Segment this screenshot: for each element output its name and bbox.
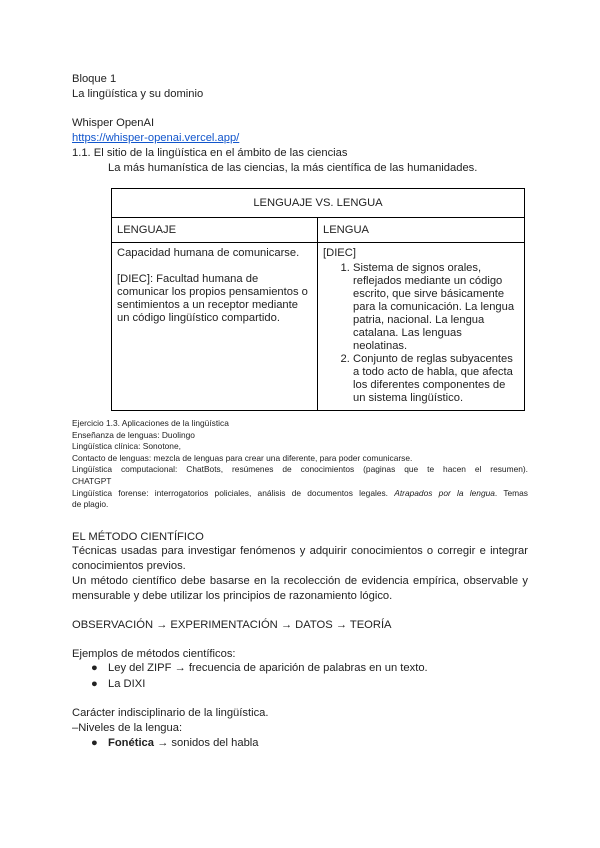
interdisciplinary-title: Carácter indisciplinario de la lingüística. — [72, 707, 269, 719]
forense-after: . Temas — [494, 487, 528, 498]
exercise-line-4b: CHATGPT — [72, 475, 112, 486]
method-para-2b: mensurable y debe utilizar los principios de razonamiento lógico. — [72, 590, 393, 602]
tool-name: Whisper OpenAI — [72, 117, 155, 129]
fonetica-desc: → sonidos del habla — [154, 737, 259, 749]
exercise-line-2: Lingüística clínica: Sonotone, — [72, 441, 181, 452]
lengua-cell — [318, 243, 524, 410]
exercise-line-4: Lingüística computacional: ChatBots, resúmenes de conocimientos (paginas que te hacen el resumen). — [72, 464, 528, 475]
forense-text: Lingüística forense: interrogatorios policiales, análisis de documentos legales. — [72, 487, 395, 498]
bullet-icon: ● — [91, 662, 98, 674]
table-body-row — [112, 243, 524, 410]
examples-title: Ejemplos de métodos científicos: — [72, 648, 236, 660]
lenguaje-vs-lengua-table — [111, 188, 525, 411]
section-title: 1.1. El sitio de la lingüística en el ámbito de las ciencias — [72, 147, 348, 159]
method-steps: OBSERVACIÓN → EXPERIMENTACIÓN → DATOS → TEORÍA — [72, 619, 392, 631]
lengua-diec-label: [DIEC] — [323, 247, 356, 259]
bullet-icon: ● — [91, 737, 98, 749]
example-item-2: La DIXI — [108, 678, 146, 690]
header-lengua: LENGUA — [323, 224, 370, 236]
bullet-icon: ● — [91, 678, 98, 690]
level-item-fonetica — [108, 736, 259, 750]
table-title: LENGUAJE VS. LENGUA — [112, 189, 524, 218]
forense-italic: Atrapados por la lengua — [394, 487, 495, 498]
exercise-line-5 — [72, 488, 528, 500]
method-para-1a: Técnicas usadas para investigar fenómenos y adquirir conocimientos o corregir e integrar — [72, 545, 528, 557]
lengua-definition-2: 2. Conjunto de reglas subyacentes a todo acto de habla, que afecta los diferentes componentes de un sistema lingüístico. — [353, 353, 519, 405]
example-item-1: Ley del ZIPF → frecuencia de aparición de palabras en un texto. — [108, 662, 428, 674]
lenguaje-cell — [112, 243, 318, 410]
lenguaje-definition: Capacidad humana de comunicarse. — [117, 247, 300, 259]
exercise-title: Ejercicio 1.3. Aplicaciones de la lingüística — [72, 418, 229, 428]
section-subtitle: La más humanística de las ciencias, la más científica de las humanidades. — [108, 162, 478, 174]
exercise-line-5b: de plagio. — [72, 499, 109, 510]
levels-label: –Niveles de la lengua: — [72, 722, 183, 734]
block-label: Bloque 1 — [72, 73, 117, 85]
exercise-section — [72, 418, 528, 511]
method-paragraph — [72, 544, 528, 604]
lenguaje-diec-definition: [DIEC]: Facultad humana de comunicar los propios pensamientos o sentimientos a un receptor mediante un código lingüístico compartido. — [117, 273, 308, 324]
lengua-definitions-list — [323, 262, 519, 405]
exercise-line-1: Enseñanza de lenguas: Duolingo — [72, 429, 195, 440]
header-lenguaje: LENGUAJE — [112, 218, 318, 242]
fonetica-term: Fonética — [108, 737, 155, 749]
method-title: EL MÉTODO CIENTÍFICO — [72, 531, 204, 543]
whisper-link[interactable]: https://whisper-openai.vercel.app/ — [72, 132, 240, 144]
exercise-line-3: Contacto de lenguas: mezcla de lenguas para crear una diferente, para poder comunicarse. — [72, 452, 413, 463]
method-para-2a: Un método científico debe basarse en la recolección de evidencia empírica, observable y — [72, 575, 528, 587]
method-para-1b: conocimientos previos. — [72, 560, 186, 572]
block-subtitle: La lingüística y su dominio — [72, 88, 204, 100]
lengua-definition-1: 1. Sistema de signos orales, reflejados mediante un código escrito, que sirve básicamente para la comunicación. La lengua patria, nacional. La lengua catalana. Las lenguas neolatinas. — [353, 262, 519, 353]
table-header-row — [112, 218, 524, 243]
